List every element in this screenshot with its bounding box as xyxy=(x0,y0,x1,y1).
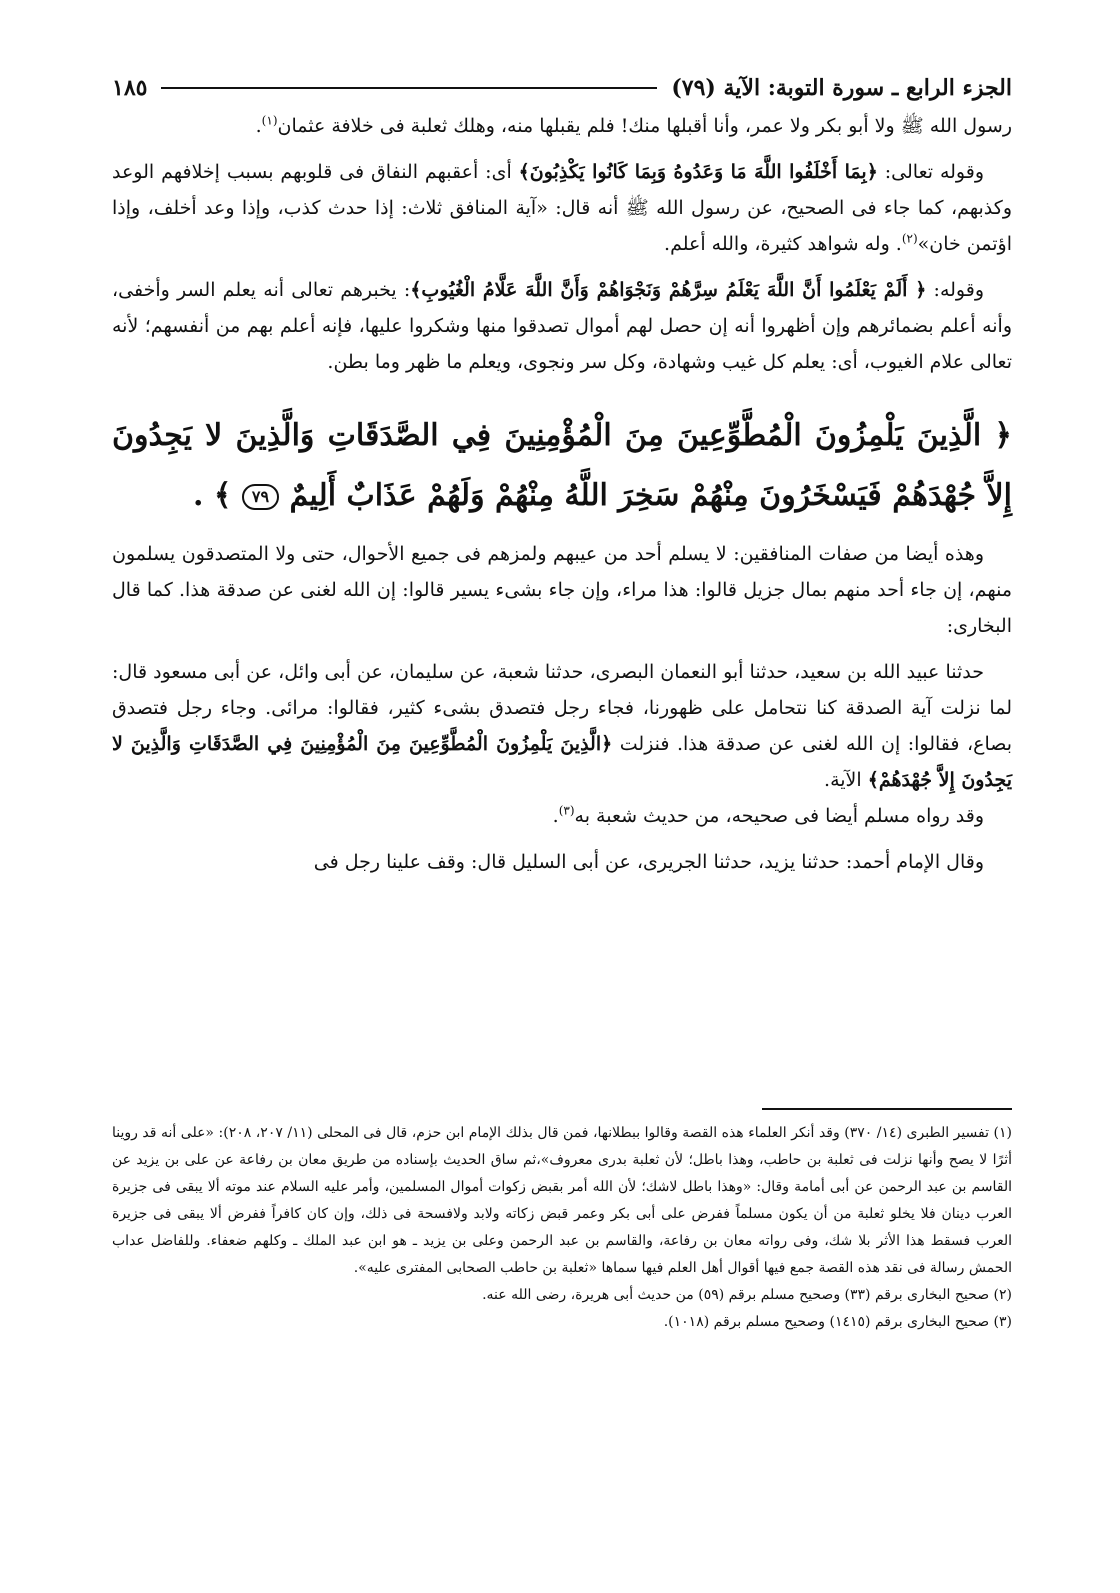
footnote-3: (٣) صحيح البخارى برقم (١٤١٥) وصحيح مسلم برقم (١٠١٨). xyxy=(663,1314,1012,1330)
paragraph-2: وقوله تعالى: ﴿بِمَا أَخْلَفُوا اللَّهَ مَا وَعَدُوهُ وَبِمَا كَانُوا يَكْذِبُونَ﴾ أى: أعقبهم النفاق فى قلوبهم بسبب إخلافهم الوعد وكذبهم، كما جاء فى الصحيح، عن رسول الله ﷺ أنه قال: «آية المنافق ثلاث: إذا حدث كذب، وإذا وعد أخلف، وإذا اؤتمن خان»$^{(٢)}$. وله شواهد كثيرة، والله أعلم. xyxy=(112,161,1012,255)
header-rule xyxy=(161,87,657,89)
footnote-2: (٢) صحيح البخارى برقم (٣٣) وصحيح مسلم برقم (٥٩) من حديث أبى هريرة، رضى الله عنه. xyxy=(482,1287,1012,1303)
ayah-text: ﴿ الَّذِينَ يَلْمِزُونَ الْمُطَّوِّعِينَ مِنَ الْمُؤْمِنِينَ فِي الصَّدَقَاتِ وَالَّذِينَ لا يَجِدُونَ إِلاَّ جُهْدَهُمْ فَيَسْخَرُونَ مِنْهُمْ سَخِرَ اللَّهُ مِنْهُمْ وَلَهُمْ عَذَابٌ أَلِيمٌ xyxy=(112,418,1012,513)
quran-quote: ﴿الَّذِينَ يَلْمِزُونَ الْمُطَّوِّعِينَ مِنَ الْمُؤْمِنِينَ فِي الصَّدَقَاتِ وَالَّذِينَ لا يَجِدُونَ إِلاَّ جُهْدَهُمْ﴾ xyxy=(112,733,1012,791)
footnotes xyxy=(112,1120,1012,1336)
footnote-1: (١) تفسير الطبرى (١٤/ ٣٧٠) وقد أنكر العلماء هذه القصة وقالوا ببطلانها، فمن قال بذلك الإمام ابن حزم، قال فى المحلى (١١/ ٢٠٧، ٢٠٨): «على أنه قد روينا أثرًا لا يصح وأنها نزلت فى ثعلبة بن حاطب، وهذا باطل؛ لأن ثعلبة بدرى معروف»،ثم ساق الحديث بإسناده من طريق معان بن رفاعة عن على بن يزيد عن القاسم بن عبد الرحمن عن أبى أمامة وقال: «وهذا باطل لاشك؛ لأن الله أمر بقبض زكوات أموال المسلمين، وأمر عليه السلام عند موته ألا يبقى فى جزيرة العرب دينان فلا يخلو ثعلبة من أن يكون مسلماً ففرض على أبى بكر وعمر قبض زكاته ولابد ولافسحة فى ذلك، وإن كان كافراً ففرض ألا يبقى فى جزيرة العرب فسقط هذا الأثر بلا شك، وفى رواته معان بن رفاعة، والقاسم بن عبد الرحمن وعلى بن يزيد ـ هو ابن عبد الملك ـ وكلهم ضعفاء. وللفاضل عداب الحمش رسالة فى نقد هذه القصة جمع فيها أقوال أهل العلم فيها سماها «ثعلبة بن حاطب الصحابى المفترى عليه». xyxy=(112,1125,1013,1276)
page xyxy=(112,68,1013,1330)
footnote-ref-2[interactable]: (٢) xyxy=(901,231,918,246)
paragraph-4: وهذه أيضا من صفات المنافقين: لا يسلم أحد من عيبهم ولمزهم فى جميع الأحوال، حتى ولا المتصدقون يسلمون منهم، إن جاء أحد منهم بمال جزيل قالوا: هذا مراء، وإن جاء بشىء يسير قالوا: إن الله لغنى عن صدقة هذا. كما قال البخارى: xyxy=(112,543,1012,637)
ayah-number-badge: ٧٩ xyxy=(242,484,279,510)
paragraph-3: وقوله: ﴿ أَلَمْ يَعْلَمُوا أَنَّ اللَّهَ يَعْلَمُ سِرَّهُمْ وَنَجْوَاهُمْ وَأَنَّ اللَّهَ عَلَّامُ الْغُيُوبِ﴾: يخبرهم تعالى أنه يعلم السر وأخفى، وأنه أعلم بضمائرهم وإن أظهروا أنه إن حصل لهم أموال تصدقوا منها وشكروا عليها، فإنه أعلم بهم من أنفسهم؛ لأنه تعالى علام الغيوب، أى: يعلم كل غيب وشهادة، وكل سر ونجوى، ويعلم ما ظهر وما بطن. xyxy=(112,279,1012,373)
quran-quote: ﴿بِمَا أَخْلَفُوا اللَّهَ مَا وَعَدُوهُ وَبِمَا كَانُوا يَكْذِبُونَ﴾ xyxy=(518,161,878,183)
footnote-ref-3[interactable]: (٣) xyxy=(558,803,575,818)
paragraph-1: رسول الله ﷺ ولا أبو بكر ولا عمر، وأنا أقبلها منك! فلم يقبلها منه، وهلك ثعلبة فى خلافة عثمان$^{(١)}$. xyxy=(255,113,1012,137)
paragraph-5: حدثنا عبيد الله بن سعيد، حدثنا أبو النعمان البصرى، حدثنا شعبة، عن سليمان، عن أبى وائل، عن أبى مسعود قال: لما نزلت آية الصدقة كنا نتحامل على ظهورنا، فجاء رجل فتصدق بشىء كثير، فقالوا: مرائى. وجاء رجل فتصدق بصاع، فقالوا: إن الله لغنى عن صدقة هذا. فنزلت ﴿الَّذِينَ يَلْمِزُونَ الْمُطَّوِّعِينَ مِنَ الْمُؤْمِنِينَ فِي الصَّدَقَاتِ وَالَّذِينَ لا يَجِدُونَ إِلاَّ جُهْدَهُمْ﴾ الآية. xyxy=(112,661,1012,791)
ayah-close: ﴾ . xyxy=(192,478,232,513)
quran-quote: ﴿ أَلَمْ يَعْلَمُوا أَنَّ اللَّهَ يَعْلَمُ سِرَّهُمْ وَنَجْوَاهُمْ وَأَنَّ اللَّهَ عَلَّامُ الْغُيُوبِ﴾ xyxy=(410,279,927,301)
ayah-79-block xyxy=(112,406,1012,526)
footnote-ref-1[interactable]: (١) xyxy=(261,113,278,128)
running-title: الجزء الرابع ـ سورة التوبة: الآية (٧٩) xyxy=(671,75,1012,101)
page-header xyxy=(112,68,1012,108)
page-number: ١٨٥ xyxy=(112,75,148,101)
footnote-separator xyxy=(762,1108,1012,1110)
paragraph-7: وقال الإمام أحمد: حدثنا يزيد، حدثنا الجريرى، عن أبى السليل قال: وقف علينا رجل فى xyxy=(313,851,984,873)
paragraph-6: وقد رواه مسلم أيضا فى صحيحه، من حديث شعبة به$^{(٣)}$. xyxy=(552,803,984,827)
